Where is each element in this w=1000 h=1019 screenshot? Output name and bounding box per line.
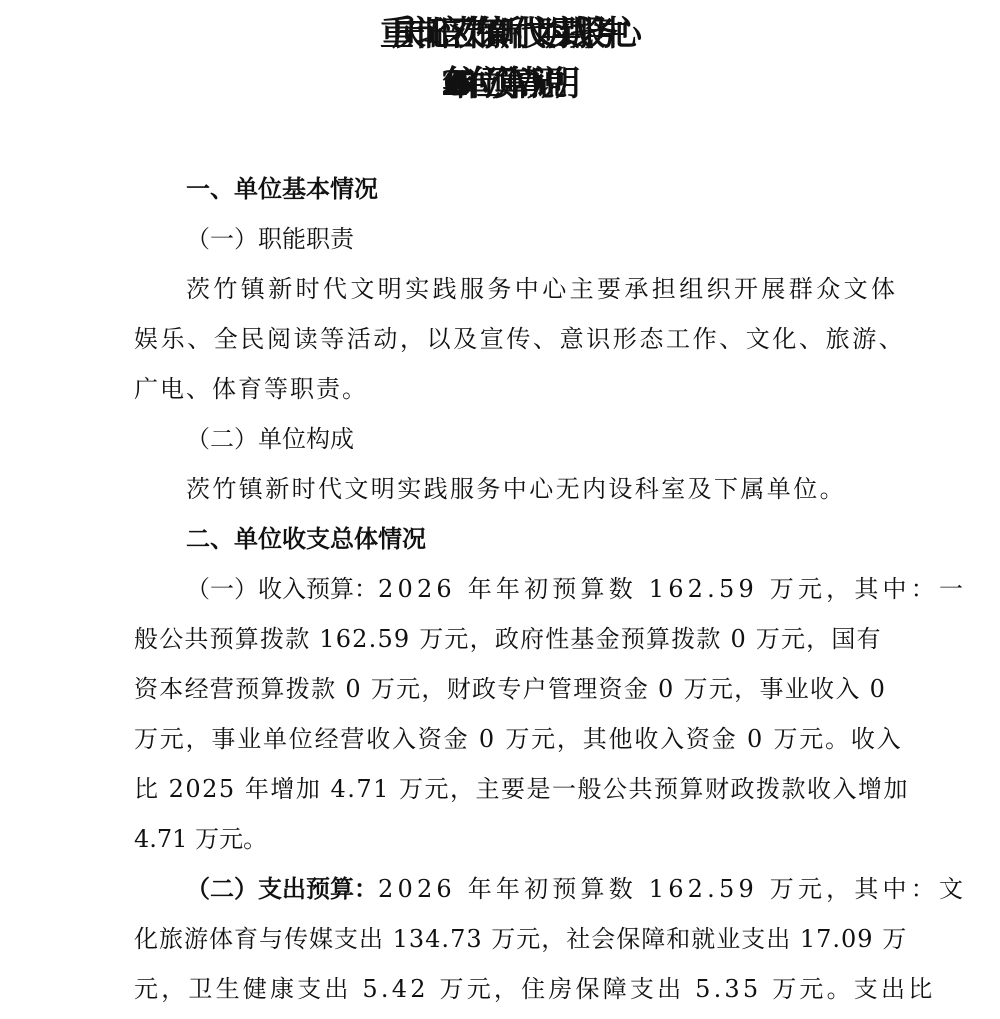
section1-sub2-heading: （二）单位构成 bbox=[186, 425, 354, 453]
document-title-line2: 2026 年单位预算情况说明 bbox=[440, 64, 560, 104]
income-first-line bbox=[186, 574, 967, 604]
paragraph-line: 广电、体育等职责。 bbox=[134, 375, 368, 403]
paragraph-line: 资本经营预算拨款 0 万元，财政专户管理资金 0 万元，事业收入 0 bbox=[134, 675, 887, 703]
income-label: （一）收入预算： bbox=[186, 575, 378, 603]
section1-heading: 一、单位基本情况 bbox=[186, 175, 378, 203]
paragraph-line: 般公共预算拨款 162.59 万元，政府性基金预算拨款 0 万元，国有 bbox=[134, 625, 882, 653]
paragraph-line: 茨竹镇新时代文明实践服务中心无内设科室及下属单位。 bbox=[186, 475, 846, 503]
paragraph-line: 化旅游体育与传媒支出 134.73 万元，社会保障和就业支出 17.09 万 bbox=[134, 925, 908, 953]
expense-first-line bbox=[186, 874, 967, 904]
income-line-text: 2026 年年初预算数 162.59 万元，其中：一 bbox=[378, 575, 968, 603]
paragraph-line: 万元，事业单位经营收入资金 0 万元，其他收入资金 0 万元。收入 bbox=[134, 725, 903, 753]
section1-sub1-heading: （一）职能职责 bbox=[186, 225, 354, 253]
document-title-line1: 重庆市北碚区茨竹镇新时代文明实践服务中心 bbox=[380, 14, 620, 54]
paragraph-line: 比 2025 年增加 4.71 万元，主要是一般公共预算财政拨款收入增加 bbox=[134, 775, 910, 803]
paragraph-line: 茨竹镇新时代文明实践服务中心主要承担组织开展群众文体 bbox=[186, 275, 899, 303]
paragraph-line: 元，卫生健康支出 5.42 万元，住房保障支出 5.35 万元。支出比 bbox=[134, 975, 936, 1003]
paragraph-line: 娱乐、全民阅读等活动，以及宣传、意识形态工作、文化、旅游、 bbox=[134, 325, 906, 353]
paragraph-line: 4.71 万元。 bbox=[134, 825, 268, 853]
expense-label: （二）支出预算： bbox=[186, 875, 378, 903]
section2-heading: 二、单位收支总体情况 bbox=[186, 525, 426, 553]
expense-line-text: 2026 年年初预算数 162.59 万元，其中：文 bbox=[378, 875, 968, 903]
